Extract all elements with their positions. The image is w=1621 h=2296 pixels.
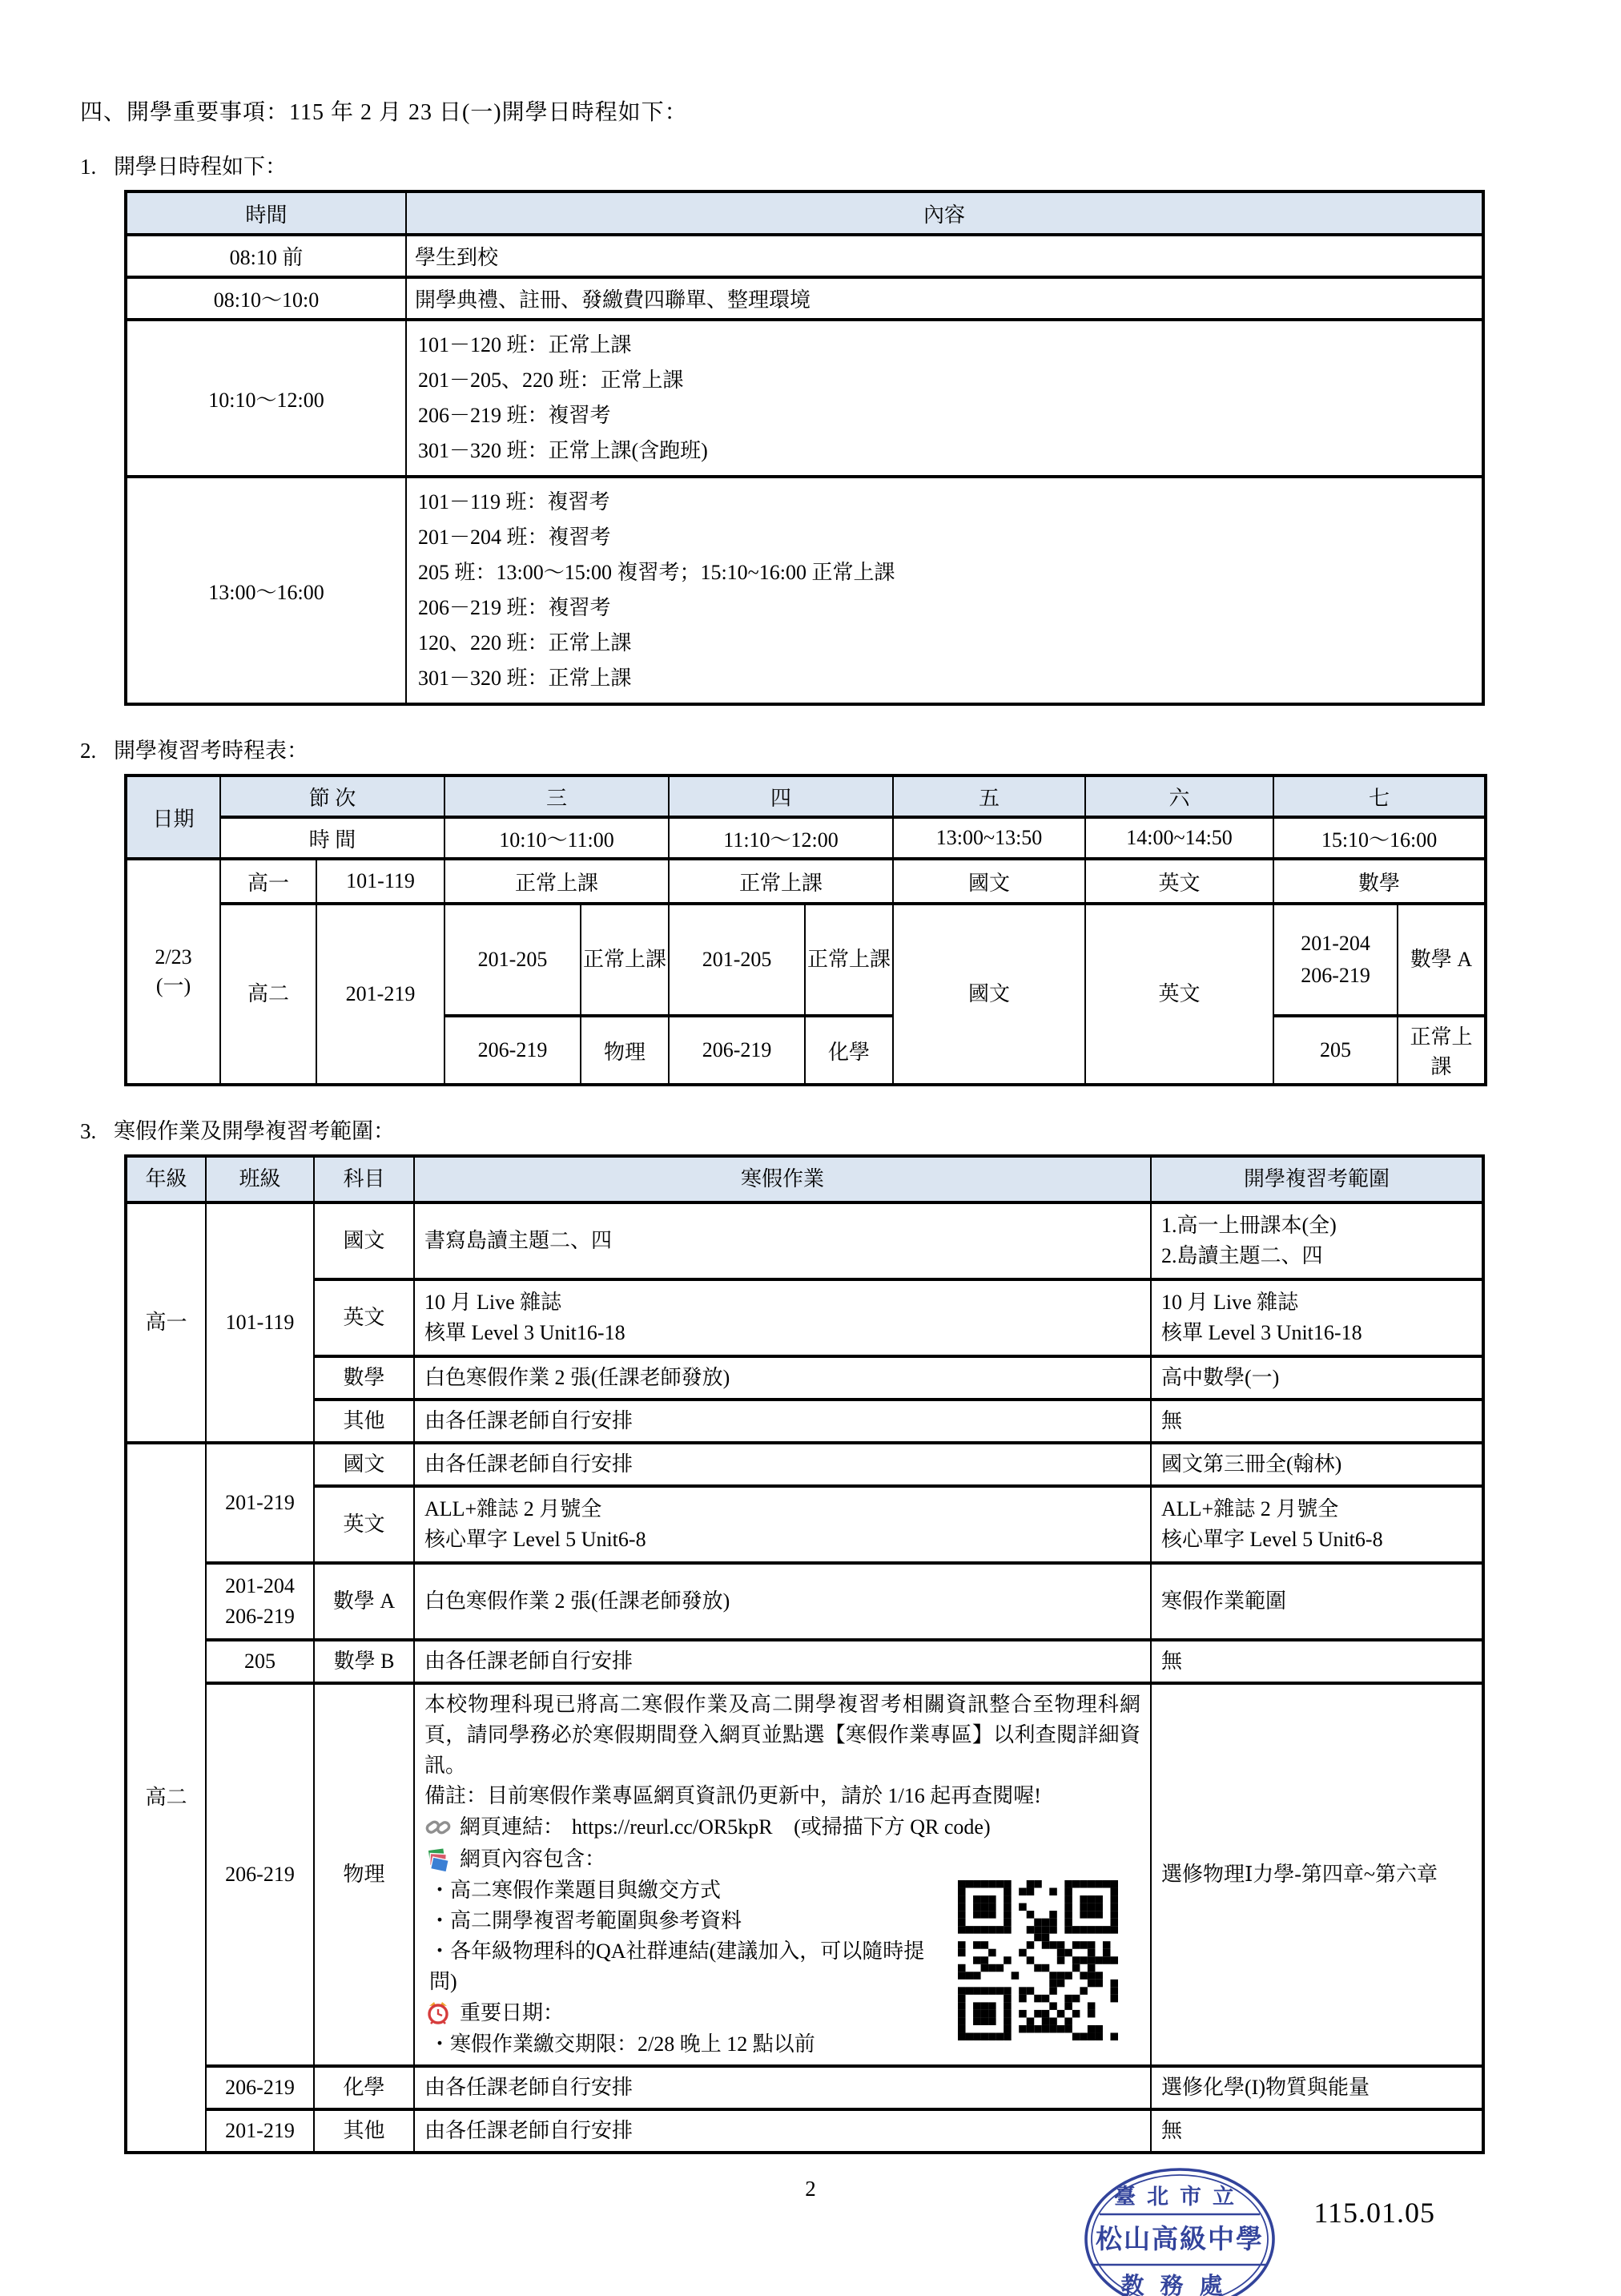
period-4-activity-cell: 化學: [805, 1016, 893, 1085]
cell-line: 核心單字 Level 5 Unit6-8: [1161, 1528, 1383, 1551]
period-7-activity-cell: 數學 A: [1398, 904, 1486, 1016]
content-cell: [406, 477, 1483, 704]
physics-note: 備註：目前寒假作業專區網頁資訊仍更新中，請於 1/16 起再查閱喔!: [424, 1784, 1041, 1807]
period-6-time: 14:00~14:50: [1085, 817, 1273, 859]
seal-line-2: 松山高級中學: [1096, 2226, 1265, 2254]
period-4-class-cell: 201-205: [669, 904, 805, 1016]
period-4-header: 四: [669, 775, 893, 817]
review-exam-timetable: [124, 774, 1487, 1086]
link-suffix: (或掃描下方 QR code): [794, 1815, 991, 1839]
period-4-activity-cell: 正常上課: [805, 904, 893, 1016]
scope-cell: [1151, 1279, 1483, 1356]
link-label: 網頁連結：: [460, 1815, 565, 1839]
cell-line: 核單 Level 3 Unit16-18: [424, 1321, 625, 1344]
content-column-header: 內容: [406, 191, 1483, 235]
subject-column-header: 科目: [314, 1156, 414, 1202]
table-header-row: [126, 1156, 1483, 1202]
cell-line: 301－320 班：正常上課: [418, 667, 632, 690]
cell-line: 1.高一上冊課本(全): [1161, 1214, 1337, 1237]
homework-cell: 由各任課老師自行安排: [414, 1640, 1151, 1683]
subject-cell: 數學 B: [314, 1640, 414, 1683]
table-row: [126, 320, 1483, 477]
period-4-cell: 正常上課: [669, 859, 893, 904]
class-cell: 101-119: [206, 1202, 314, 1443]
seal-line-1: 臺北市立: [1114, 2185, 1246, 2209]
cell-line: 101－119 班：複習考: [418, 490, 610, 514]
content-cell: [406, 320, 1483, 477]
subject-cell: 化學: [314, 2066, 414, 2109]
period-3-class-cell: 201-205: [444, 904, 581, 1016]
table-header-row: [126, 191, 1483, 235]
class-cell: 205: [206, 1640, 314, 1683]
scope-cell: 國文第三冊全(翰林): [1151, 1443, 1483, 1486]
cell-line: 201－205、220 班：正常上課: [418, 369, 684, 392]
grade-2-row-a: [126, 904, 1486, 1016]
cell-line: 201-204: [225, 1574, 295, 1597]
period-4-time: 11:10～12:00: [669, 817, 893, 859]
period-label: 節 次: [220, 775, 444, 817]
cell-line: 核心單字 Level 5 Unit6-8: [424, 1528, 646, 1551]
important-dates-label: 重要日期：: [460, 2001, 565, 2024]
section-3-title: 寒假作業及開學複習考範圍：: [114, 1119, 395, 1143]
class-cell: 201-219: [206, 2109, 314, 2153]
homework-cell: 白色寒假作業 2 張(任課老師發放): [414, 1356, 1151, 1400]
homework-scope-table: [124, 1154, 1485, 2154]
physics-bullet: ・ 高二寒假作業題目與繳交方式: [424, 1875, 1140, 1906]
books-icon: [424, 1846, 452, 1873]
subject-cell: 國文: [314, 1202, 414, 1279]
class-cell: 206-219: [206, 2066, 314, 2109]
cell-line: 301－320 班：正常上課(含跑班): [418, 439, 708, 462]
period-5-time: 13:00~13:50: [893, 817, 1085, 859]
physics-row: [126, 1683, 1483, 2066]
scope-cell: 高中數學(一): [1151, 1356, 1483, 1400]
cell-line: 10 月 Live 雜誌: [1161, 1291, 1299, 1314]
table-row: [126, 1279, 1483, 1356]
period-4-class-cell: 206-219: [669, 1016, 805, 1085]
subject-cell: 其他: [314, 1400, 414, 1443]
subject-cell: 數學 A: [314, 1563, 414, 1640]
grade-1-row: [126, 859, 1486, 904]
cell-line: 120、220 班：正常上課: [418, 631, 632, 655]
period-6-cell: 英文: [1085, 904, 1273, 1085]
homework-cell: 書寫島讀主題二、四: [414, 1202, 1151, 1279]
grade-cell: 高一: [126, 1202, 206, 1443]
page-number: 2: [805, 2177, 816, 2201]
homework-cell: 由各任課老師自行安排: [414, 2066, 1151, 2109]
qr-code-image: [958, 1880, 1118, 2040]
physics-contains-line: [424, 1843, 1140, 1875]
subject-cell: 英文: [314, 1279, 414, 1356]
period-5-header: 五: [893, 775, 1085, 817]
table-row: [126, 1486, 1483, 1563]
cell-line: 201-204: [1301, 932, 1370, 955]
homework-cell: [414, 1486, 1151, 1563]
table-row: [126, 1400, 1483, 1443]
period-7-cell: 數學: [1273, 859, 1486, 904]
contains-label: 網頁內容包含：: [460, 1847, 606, 1871]
homework-cell: 白色寒假作業 2 張(任課老師發放): [414, 1563, 1151, 1640]
seal-line-3: 教務處: [1120, 2274, 1239, 2296]
homework-cell: [414, 1279, 1151, 1356]
scope-cell: 無: [1151, 1400, 1483, 1443]
physics-bullet: ・ 各年級物理科的QA社群連結(建議加入，可以隨時提問): [424, 1936, 937, 1997]
period-3-time: 10:10～11:00: [444, 817, 669, 859]
date-stamp: 115.01.05: [1313, 2197, 1435, 2229]
period-7-header: 七: [1273, 775, 1486, 817]
subject-cell: 數學: [314, 1356, 414, 1400]
grade-column-header: 年級: [126, 1156, 206, 1202]
scope-cell: 選修化學(I)物質與能量: [1151, 2066, 1483, 2109]
scope-cell: [1151, 1202, 1483, 1279]
homework-cell: 由各任課老師自行安排: [414, 1400, 1151, 1443]
period-7-class-cell: [1273, 904, 1398, 1016]
physics-paragraph: 本校物理科現已將高二寒假作業及高二開學複習考相關資訊整合至物理科網頁，請同學務必於寒假期間登入網頁並點選【寒假作業專區】以利查閱詳細資訊。: [424, 1693, 1140, 1777]
cell-line: ALL+雜誌 2 月號全: [424, 1497, 602, 1521]
table-row: [126, 1443, 1483, 1486]
period-7-activity-cell: 正常上課: [1398, 1016, 1486, 1085]
table-row: [126, 235, 1483, 277]
content-cell: 學生到校: [406, 235, 1483, 277]
period-3-header: 三: [444, 775, 669, 817]
period-3-activity-cell: 正常上課: [581, 904, 669, 1016]
time-header-row: [126, 817, 1486, 859]
scope-cell: 無: [1151, 1640, 1483, 1683]
physics-homework-cell: [414, 1683, 1151, 2066]
grade-cell: 高二: [126, 1443, 206, 2153]
section-2-title: 開學複習考時程表：: [114, 739, 308, 763]
class-cell: [206, 1563, 314, 1640]
cell-line: 2.島讀主題二、四: [1161, 1244, 1323, 1267]
cell-line: 206-219: [225, 1605, 295, 1628]
period-5-cell: 國文: [893, 904, 1085, 1085]
period-5-cell: 國文: [893, 859, 1085, 904]
page-title: 四、開學重要事項：115 年 2 月 23 日(一)開學日時程如下：: [80, 100, 688, 125]
opening-day-schedule-table: [124, 190, 1485, 706]
subject-cell: 物理: [314, 1683, 414, 2066]
table-row: [126, 1356, 1483, 1400]
cell-line: 206－219 班：複習考: [418, 404, 611, 427]
scope-column-header: 開學複習考範圍: [1151, 1156, 1483, 1202]
class-cell: 201-219: [316, 904, 444, 1085]
date-line: (一): [155, 973, 191, 997]
scope-cell: 寒假作業範圍: [1151, 1563, 1483, 1640]
alarm-clock-icon: [424, 2000, 452, 2027]
class-column-header: 班級: [206, 1156, 314, 1202]
period-3-activity-cell: 物理: [581, 1016, 669, 1085]
scope-cell: [1151, 1486, 1483, 1563]
table-row: [126, 477, 1483, 704]
date-line: 2/23: [155, 945, 192, 969]
section-2-number: 2.: [80, 739, 97, 763]
table-row: [126, 2066, 1483, 2109]
cell-line: 201－204 班：複習考: [418, 526, 611, 549]
class-cell: 101-119: [316, 859, 444, 904]
section-3-heading: [80, 1114, 1485, 1145]
class-cell: 206-219: [206, 1683, 314, 2066]
cell-line: 206-219: [1301, 964, 1370, 987]
period-3-class-cell: 206-219: [444, 1016, 581, 1085]
period-3-cell: 正常上課: [444, 859, 669, 904]
period-6-cell: 英文: [1085, 859, 1273, 904]
period-7-time: 15:10～16:00: [1273, 817, 1486, 859]
section-1-number: 1.: [80, 155, 97, 179]
table-row: [126, 277, 1483, 320]
table-row: [126, 1202, 1483, 1279]
cell-line: 核單 Level 3 Unit16-18: [1161, 1321, 1362, 1344]
scope-cell: 選修物理Ⅰ力學-第四章~第六章: [1151, 1683, 1483, 2066]
homework-cell: 由各任課老師自行安排: [414, 2109, 1151, 2153]
time-cell: 08:10 前: [126, 235, 406, 277]
physics-link-line: [424, 1811, 1140, 1843]
scope-cell: 無: [1151, 2109, 1483, 2153]
table-row: [126, 1563, 1483, 1640]
cell-line: 205 班：13:00～15:00 複習考；15:10~16:00 正常上課: [418, 561, 895, 584]
section-1-title: 開學日時程如下：: [114, 155, 287, 179]
time-cell: 08:10～10:0: [126, 277, 406, 320]
physics-webpage-link[interactable]: https://reurl.cc/OR5kpR: [572, 1815, 773, 1839]
class-cell: 201-219: [206, 1443, 314, 1563]
link-icon: [424, 1814, 452, 1841]
table-row: [126, 1640, 1483, 1683]
cell-line: ALL+雜誌 2 月號全: [1161, 1497, 1339, 1521]
date-corner-header: 日期: [126, 775, 220, 859]
time-cell: 10:10～12:00: [126, 320, 406, 477]
section-3-number: 3.: [80, 1119, 97, 1143]
period-header-row: [126, 775, 1486, 817]
time-column-header: 時間: [126, 191, 406, 235]
table-row: [126, 2109, 1483, 2153]
content-cell: 開學典禮、註冊、發繳費四聯單、整理環境: [406, 277, 1483, 320]
subject-cell: 國文: [314, 1443, 414, 1486]
time-cell: 13:00～16:00: [126, 477, 406, 704]
physics-deadline: ・ 寒假作業繳交期限：2/28 晚上 12 點以前: [424, 2029, 1140, 2060]
period-6-header: 六: [1085, 775, 1273, 817]
period-7-class-cell: 205: [1273, 1016, 1398, 1085]
section-2-heading: [80, 733, 1485, 764]
homework-cell: 由各任課老師自行安排: [414, 1443, 1151, 1486]
cell-line: 10 月 Live 雜誌: [424, 1291, 562, 1314]
physics-bullet: ・ 高二開學複習考範圍與參考資料: [424, 1906, 1140, 1936]
homework-column-header: 寒假作業: [414, 1156, 1151, 1202]
cell-line: 101－120 班：正常上課: [418, 333, 632, 356]
subject-cell: 其他: [314, 2109, 414, 2153]
section-1-heading: [80, 149, 1485, 180]
date-cell: [126, 859, 220, 1085]
time-label: 時 間: [220, 817, 444, 859]
cell-line: 206－219 班：複習考: [418, 596, 611, 619]
grade-cell: 高一: [220, 859, 316, 904]
grade-cell: 高二: [220, 904, 316, 1085]
subject-cell: 英文: [314, 1486, 414, 1563]
qr-code: [958, 1880, 1118, 2040]
